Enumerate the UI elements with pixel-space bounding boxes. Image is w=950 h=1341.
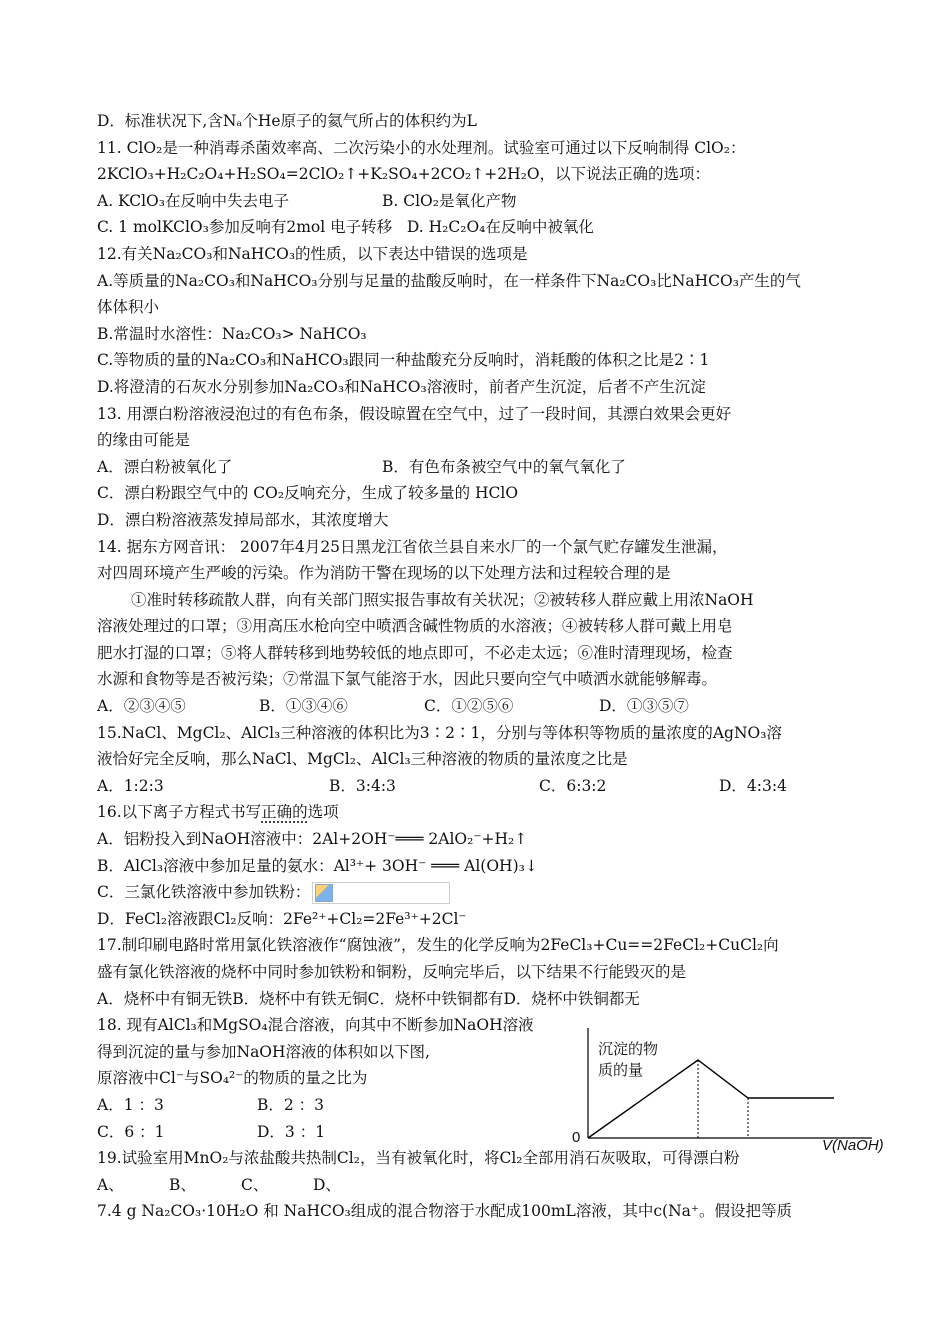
question-12-option-b: B.常温时水溶性：Na₂CO₃> NaHCO₃ xyxy=(97,324,367,343)
option-c: C. 1 molKClO₃参加反响有2mol 电子转移 xyxy=(97,218,393,237)
question-16-stem: 16.以下离子方程式书写正确的选项 xyxy=(97,803,339,822)
option-b: B．①③④⑥ xyxy=(259,697,348,716)
option-a: A. KClO₃在反响中失去电子 xyxy=(97,191,289,210)
option-b: B．有色布条被空气中的氧气氧化了 xyxy=(382,457,626,476)
option-d: D. H₂C₂O₄在反响中被氧化 xyxy=(406,218,594,237)
option-c: C．6:3:2 xyxy=(539,776,607,795)
question-12-option-a: A.等质量的Na₂CO₃和NaHCO₃分别与足量的盐酸反响时，在一样条件下Na₂CO₃比NaHCO₃产生的气 xyxy=(97,271,801,290)
question-13-options-ab xyxy=(97,454,857,481)
y-axis-label-line1: 沉淀的物 xyxy=(598,1041,659,1058)
option-d: D．3 ：1 xyxy=(257,1122,326,1141)
question-13-option-c: C．漂白粉跟空气中的 CO₂反响充分，生成了较多量的 HClO xyxy=(97,484,519,503)
question-12-option-d: D.将澄清的石灰水分别参加Na₂CO₃和NaHCO₃溶液时，前者产生沉淀，后者不产生沉淀 xyxy=(97,377,706,396)
option-c: C、 xyxy=(241,1175,269,1194)
question-17-stem: 17.制印刷电路时常用氯化铁溶液作“腐蚀液”，发生的化学反响为2FeCl₃+Cu==2FeCl₂+CuCl₂向 xyxy=(97,936,779,955)
question-17-stem-cont: 盛有氯化铁溶液的烧杯中同时参加铁粉和铜粉，反响完毕后，以下结果不行能毁灭的是 xyxy=(97,963,687,981)
option-b: B、 xyxy=(169,1175,196,1194)
option-b: B．2 ：3 xyxy=(257,1095,325,1114)
question-13-stem: 13. 用漂白粉溶液浸泡过的有色布条，假设晾置在空气中，过了一段时间，其漂白效果会更好 xyxy=(97,404,732,423)
broken-image-icon xyxy=(315,884,333,902)
question-14-options xyxy=(97,693,857,720)
question-18-stem-cont: 得到沉淀的量与参加NaOH溶液的体积如以下图, xyxy=(97,1042,430,1061)
question-13-stem-cont: 的缘由可能是 xyxy=(97,431,191,450)
option-a: A．②③④⑤ xyxy=(97,697,186,716)
text-line: D．标准状况下,含Nₐ个He原子的氦气所占的体积约为L xyxy=(97,112,477,130)
question-18-stem-cont: 原溶液中Cl⁻与SO₄²⁻的物质的量之比为 xyxy=(97,1069,368,1088)
question-16-option-c: C．三氯化铁溶液中参加铁粉： xyxy=(97,879,857,906)
question-14-paragraph: 溶液处理过的口罩；③用高压水枪向空中喷洒含碱性物质的水溶液；④被转移人群可戴上用皂 xyxy=(97,617,733,636)
question-14-paragraph: ①准时转移疏散人群，向有关部门照实报告事故有关状况；②被转移人群应戴上用浓NaOH xyxy=(131,590,754,609)
question-20-stem: 7.4 g Na₂CO₃·10H₂O 和 NaHCO₃组成的混合物溶于水配成100mL溶液，其中c(Na⁺。假设把等质 xyxy=(97,1202,793,1221)
option-b: B. ClO₂是氧化产物 xyxy=(382,191,517,210)
question-11-equation: 2KClO₃+H₂C₂O₄+H₂SO₄=2ClO₂↑+K₂SO₄+2CO₂↑+2H₂O，以下说法正确的选项： xyxy=(97,165,711,184)
question-11-options-cd xyxy=(97,214,857,241)
precipitate-graph xyxy=(572,1028,902,1168)
question-14-paragraph: 肥水打湿的口罩；⑤将人群转移到地势较低的地点即可，不必走太远；⑥准时清理现场，检查 xyxy=(97,643,733,662)
question-12-option-a-cont: 体体积小 xyxy=(97,298,160,317)
question-15-stem: 15.NaCl、MgCl₂、AlCl₃三种溶液的体积比为3∶2∶1，分别与等体积等物质的量浓度的AgNO₃溶 xyxy=(97,723,782,742)
question-13-option-d: D．漂白粉溶液蒸发掉局部水，其浓度增大 xyxy=(97,510,389,529)
question-15-options xyxy=(97,773,857,800)
option-a: A．漂白粉被氧化了 xyxy=(97,457,233,476)
missing-image-placeholder xyxy=(312,882,450,904)
question-11-stem: 11. ClO₂是一种消毒杀菌效率高、二次污染小的水处理剂。试验室可通过以下反响制得 ClO₂： xyxy=(97,138,746,157)
question-12-option-c: C.等物质的量的Na₂CO₃和NaHCO₃跟同一种盐酸充分反响时，消耗酸的体积之比是2∶1 xyxy=(97,351,710,370)
emphasis-correct: 正确的 xyxy=(261,803,308,822)
question-18-stem: 18. 现有AlCl₃和MgSO₄混合溶液，向其中不断参加NaOH溶液 xyxy=(97,1016,534,1035)
question-16-option-d: D．FeCl₂溶液跟Cl₂反响：2Fe²⁺+Cl₂=2Fe³⁺+2Cl⁻ xyxy=(97,909,467,928)
question-16-option-b: B．AlCl₃溶液中参加足量的氨水：Al³⁺+ 3OH⁻ ═══ Al(OH)₃↓ xyxy=(97,856,538,875)
option-b: B．3:4:3 xyxy=(329,776,396,795)
option-d: D、 xyxy=(313,1175,341,1194)
option-d: D．①③⑤⑦ xyxy=(599,697,689,716)
question-14-paragraph: 水源和食物等是否被污染；⑦常温下氯气能溶于水，因此只要向空气中喷洒水就能够解毒。 xyxy=(97,670,718,689)
question-19-stem: 19.试验室用MnO₂与浓盐酸共热制Cl₂，当有被氧化时，将Cl₂全部用消石灰吸取，可得漂白粉 xyxy=(97,1149,740,1168)
question-15-stem-cont: 液恰好完全反响，那么NaCl、MgCl₂、AlCl₃三种溶液的物质的量浓度之比是 xyxy=(97,750,628,769)
x-axis-label: V(NaOH) xyxy=(822,1137,884,1154)
origin-label: 0 xyxy=(572,1129,581,1146)
question-14-stem: 14. 据东方网音讯： 2007年4月25日黑龙江省依兰县自来水厂的一个氯气贮存罐发生泄漏， xyxy=(97,537,728,556)
option-d: D．4:3:4 xyxy=(719,776,787,795)
option-a: A．1 ：3 xyxy=(97,1095,164,1114)
option-c: C．6 ：1 xyxy=(97,1122,165,1141)
question-12-stem: 12.有关Na₂CO₃和NaHCO₃的性质，以下表达中错误的选项是 xyxy=(97,244,528,263)
question-17-options: A．烧杯中有铜无铁B．烧杯中有铁无铜C．烧杯中铁铜都有D．烧杯中铁铜都无 xyxy=(97,989,640,1008)
question-11-options-ab xyxy=(97,188,857,215)
option-a: A．1:2:3 xyxy=(97,776,164,795)
question-16-option-a: A．铝粉投入到NaOH溶液中：2Al+2OH⁻═══ 2AlO₂⁻+H₂↑ xyxy=(97,830,528,849)
option-a: A、 xyxy=(97,1175,124,1194)
option-c: C．①②⑤⑥ xyxy=(424,697,514,716)
question-14-stem-cont: 对四周环境产生严峻的污染。作为消防干警在现场的以下处理方法和过程较合理的是 xyxy=(97,564,671,583)
question-19-options xyxy=(97,1172,857,1199)
y-axis-label-line2: 质的量 xyxy=(598,1062,644,1079)
